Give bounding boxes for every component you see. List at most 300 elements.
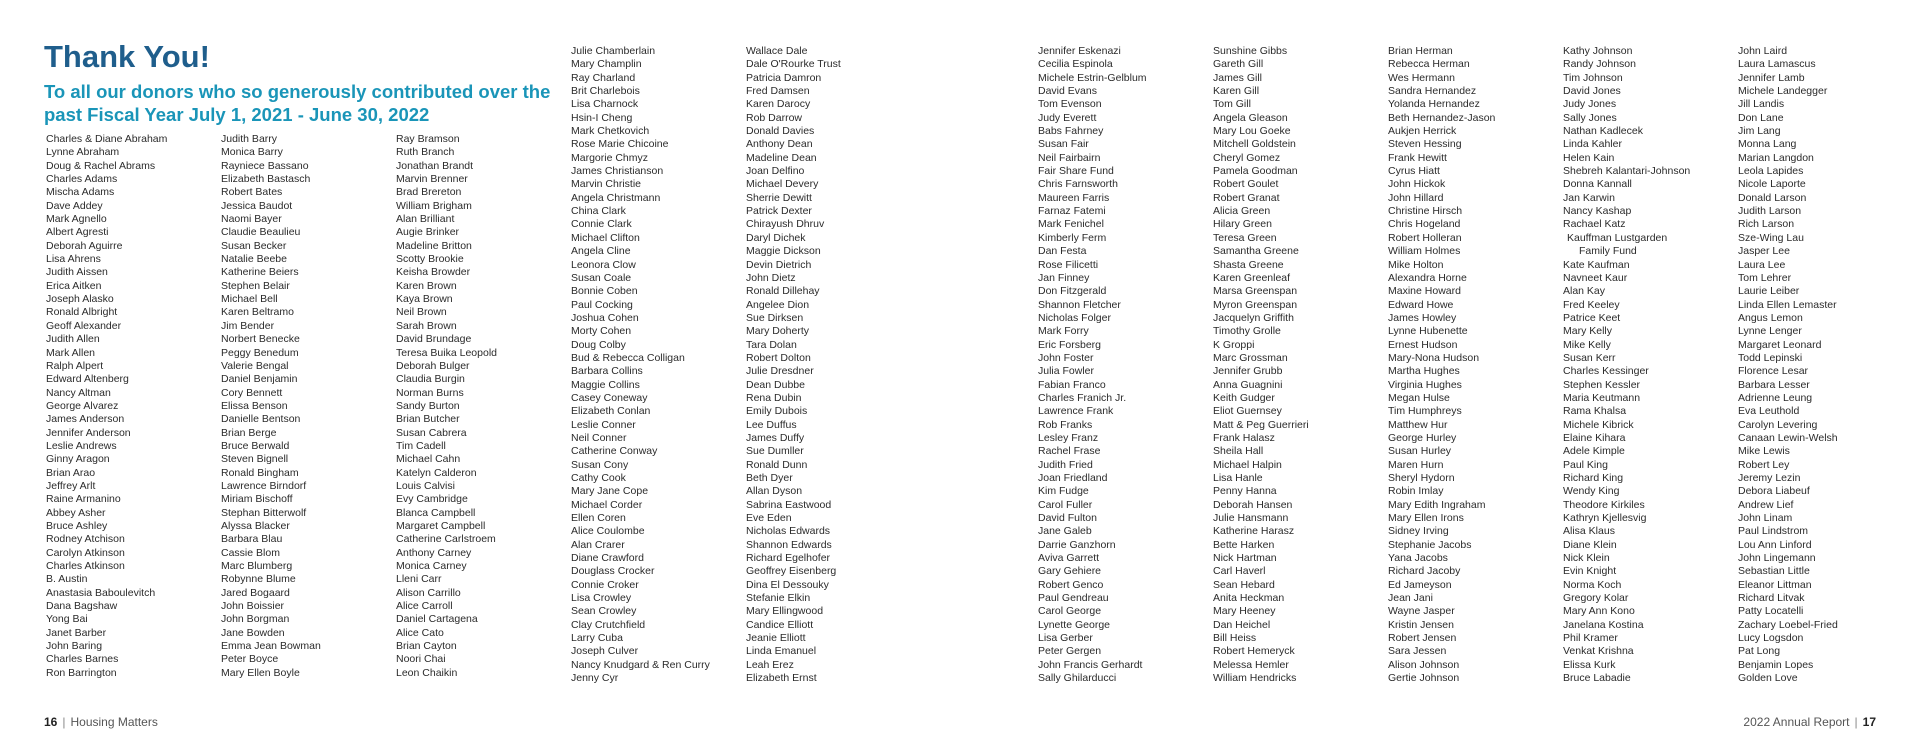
donor-column-3 [396,133,497,680]
donor-name: Mary-Nona Hudson [1388,351,1480,364]
donor-name: Zachary Loebel-Fried [1738,618,1838,631]
donor-name: Kathy Johnson [1563,45,1633,57]
donor-name: Marsa Greenspan [1213,285,1298,298]
footer-report: 2022 Annual Report [1743,715,1850,729]
donor-name: Sandy Burton [396,399,460,412]
donor-name: Matt & Peg Guerrieri [1213,418,1309,431]
donor-name: Bruce Labadie [1563,672,1631,685]
donor-name: Ronald Bingham [221,466,299,479]
donor-name: Blanca Campbell [396,506,476,519]
donor-name: George Alvarez [46,399,119,412]
donor-name: Lucy Logsdon [1738,632,1804,645]
donor-name: Alexandra Horne [1388,271,1467,284]
donor-name: Jan Karwin [1563,191,1615,204]
donor-name: Carolyn Levering [1738,418,1818,431]
donor-name: Anthony Carney [396,546,472,559]
donor-name: Julia Fowler [1038,365,1095,378]
donor-name: Babs Fahrney [1038,125,1104,138]
donor-name: Shasta Greene [1213,258,1284,271]
donor-name: Christine Hirsch [1388,205,1463,218]
donor-name: Brian Arao [46,466,96,479]
donor-name: Nathan Kadlecek [1563,125,1643,138]
donor-name: Robert Ley [1738,458,1790,471]
donor-name: Devin Dietrich [746,258,812,271]
donor-name: Lesley Franz [1038,431,1099,444]
donor-name: Jeremy Lezin [1738,472,1801,484]
donor-name: Maureen Farris [1038,191,1110,204]
donor-name: Jane Galeb [1038,525,1092,538]
donor-name: Darrie Ganzhorn [1038,538,1116,551]
donor-name: Susan Kerr [1563,351,1616,364]
donor-name: Eric Forsberg [1038,338,1102,351]
donor-name: Myron Greenspan [1213,298,1298,311]
footer-separator: | [1854,715,1858,729]
donor-name: Evin Knight [1563,565,1617,578]
donor-name: Michele Landegger [1738,85,1828,98]
donor-name: Doug & Rachel Abrams [46,159,156,172]
donor-name: Jeanie Elliott [746,632,806,645]
donor-name: John Baring [46,640,103,653]
donor-name: Robin Imlay [1388,485,1444,498]
donor-name: Hsin-I Cheng [571,111,633,124]
donor-name: Sarah Brown [396,319,457,332]
donor-name: David Fulton [1038,512,1097,525]
donor-name: Peter Gergen [1038,645,1102,658]
donor-name: Marc Grossman [1213,351,1288,364]
donor-name: Charles Atkinson [46,560,125,572]
donor-name: Nick Klein [1563,552,1610,565]
donor-name: John Borgman [221,613,290,626]
donor-name: Benjamin Lopes [1738,658,1814,671]
donor-name: Brit Charlebois [571,85,640,98]
donor-name: Bonnie Coben [571,285,638,298]
donor-name: Janet Barber [46,626,107,639]
donor-name: Norbert Benecke [221,333,300,346]
donor-name: Michael Halpin [1213,458,1282,471]
donor-name: Mike Holton [1388,258,1444,271]
donor-name: Richard Litvak [1738,592,1805,605]
donor-name: Jessica Baudot [221,199,293,212]
donor-name: Paul Cocking [571,298,633,311]
page-subtitle: To all our donors who so generously contributed over the past Fiscal Year July 1, 2021 - June 30, 2022 [44,81,551,125]
donor-name: Daniel Benjamin [221,373,298,386]
donor-name: Norma Koch [1563,578,1622,591]
donor-name: Gregory Kolar [1563,592,1629,605]
donor-name: Rose Marie Chicoine [571,138,669,151]
donor-name: Katherine Beiers [221,266,299,279]
donor-name: Kristin Jensen [1388,618,1454,631]
donor-name: Donald Larson [1738,191,1807,204]
donor-name: Keisha Browder [396,266,471,279]
donor-name: Leslie Conner [571,418,636,431]
donor-name: Mitchell Goldstein [1213,138,1296,151]
donor-name: Tom Gill [1213,98,1251,111]
donor-name: John Hickok [1388,178,1446,191]
donor-name: Julie Chamberlain [571,45,656,57]
donor-name: Shebreh Kalantari-Johnson [1563,165,1691,178]
donor-name: Dan Festa [1038,245,1087,258]
donor-name: Tara Dolan [746,338,797,351]
donor-name: Naomi Bayer [221,213,282,226]
donor-name: Phil Kramer [1563,632,1618,645]
donor-name: James Anderson [46,413,125,426]
donor-name: Judith Fried [1038,458,1093,471]
donor-name: Charles Barnes [46,653,119,666]
donor-name: Jennifer Eskenazi [1038,45,1121,57]
donor-column-8 [1388,45,1495,686]
donor-name: Sunshine Gibbs [1213,45,1288,57]
donor-name: Richard Egelhofer [746,552,831,565]
donor-name: Ralph Alpert [46,359,104,372]
donor-name: John Laird [1738,45,1788,57]
donor-name: Aukjen Herrick [1388,125,1457,138]
donor-name: Margorie Chmyz [571,151,649,164]
donor-name: Stefanie Elkin [746,592,811,605]
donor-name: Tim Humphreys [1388,405,1462,418]
donor-name: Kim Fudge [1038,485,1089,498]
donor-name: Sidney Irving [1388,525,1449,538]
donor-name: Emily Dubois [746,405,808,418]
donor-name: Patrice Keet [1563,311,1621,324]
donor-name: Carolyn Atkinson [46,546,125,559]
donor-name: Nicole Laporte [1738,178,1806,191]
donor-name: Jim Lang [1738,125,1781,138]
donor-name: Teresa Green [1213,231,1277,244]
donor-name: Yana Jacobs [1388,552,1448,565]
donor-name: Anna Guagnini [1213,378,1283,391]
donor-name: Ronald Dillehay [746,285,820,298]
donor-name: Andrew Lief [1738,498,1794,511]
donor-name: Elaine Kihara [1563,431,1626,444]
donor-name: Mary Jane Cope [571,485,649,498]
donor-name: Diane Crawford [571,552,644,565]
donor-name: Wayne Jasper [1388,605,1455,618]
donor-name: Ed Jameyson [1388,578,1452,591]
donor-name: Angelee Dion [746,298,810,311]
donor-name: Geoff Alexander [46,319,122,332]
donor-name: Florence Lesar [1738,365,1809,378]
donor-name: Elizabeth Ernst [746,672,817,685]
donor-name: Anita Heckman [1213,592,1285,605]
donor-name: Michael Corder [571,498,643,511]
donor-name: Judy Jones [1563,98,1617,111]
donor-name: Wendy King [1563,485,1620,498]
donor-name: Charles & Diane Abraham [46,133,168,145]
donor-name: Brian Cayton [396,640,457,653]
right-page [960,0,1920,742]
donor-name: Nancy Altman [46,386,111,399]
donor-name: Eleanor Littman [1738,578,1812,591]
donor-name: Michele Estrin-Gelblum [1038,71,1147,84]
donor-name: Robert Hemeryck [1213,645,1295,658]
donor-name: Joseph Culver [571,645,639,658]
donor-name: Kimberly Ferm [1038,231,1107,244]
donor-name: Jenny Cyr [571,672,619,685]
donor-name: Cathy Cook [571,472,626,484]
donor-name: Megan Hulse [1388,391,1450,404]
donor-name: Angela Christmann [571,191,661,204]
donor-name: Lee Duffus [746,418,797,431]
donor-name: Dean Dubbe [746,378,805,391]
donor-name: Navneet Kaur [1563,271,1628,284]
donor-name: John Foster [1038,351,1094,364]
donor-name: Richard Jacoby [1388,565,1461,578]
donor-name: Leola Lapides [1738,165,1804,178]
donor-name: Charles Kessinger [1563,365,1649,378]
donor-name: Gertie Johnson [1388,672,1460,685]
donor-name: Fred Damsen [746,85,810,98]
donor-name: Farnaz Fatemi [1038,205,1106,218]
donor-name: Augie Brinker [396,226,460,239]
donor-name: Patrick Dexter [746,205,812,218]
donor-name: Pamela Goodman [1213,165,1298,178]
donor-column-1 [46,133,167,680]
donor-name: Chris Farnsworth [1038,178,1118,191]
donor-name: Karen Darocy [746,98,811,111]
donor-name: Candice Elliott [746,618,814,631]
donor-name: Fred Keeley [1563,298,1620,311]
donor-name: Martha Hughes [1388,365,1460,378]
donor-name: Judith Larson [1738,205,1802,218]
donor-name: David Evans [1038,85,1097,98]
donor-name: Catherine Conway [571,445,658,458]
donor-name: Linda Ellen Lemaster [1738,298,1837,311]
donor-name: Karen Greenleaf [1213,271,1291,284]
donor-name: Gary Gehiere [1038,565,1102,578]
donor-name: Margaret Campbell [396,519,486,532]
donor-name: Susan Becker [221,239,287,252]
donor-name: Mike Kelly [1563,338,1611,351]
donor-name: Monna Lang [1738,138,1797,151]
donor-name: Randy Johnson [1563,58,1636,71]
donor-name: China Clark [571,205,626,218]
donor-name: Nancy Kashap [1563,205,1632,218]
donor-name: Edward Altenberg [46,373,129,386]
donor-name: Canaan Lewin-Welsh [1738,431,1838,444]
donor-name: Catherine Carlstroem [396,533,496,546]
donor-name: Neil Brown [396,306,447,319]
donor-name: Jared Bogaard [221,586,290,599]
donor-name: Barbara Collins [571,365,643,378]
donor-name: Rob Franks [1038,418,1093,431]
donor-name: Bud & Rebecca Colligan [571,351,685,364]
donor-name: Melessa Hemler [1213,658,1289,671]
donor-name: Lisa Gerber [1038,632,1093,645]
donor-name: Linda Kahler [1563,138,1622,151]
donor-name: Robert Dolton [746,351,811,364]
donor-name: Rama Khalsa [1563,405,1627,418]
donor-name: Debora Liabeuf [1738,485,1810,498]
donor-name: Michael Cahn [396,453,461,466]
donor-name: Sean Hebard [1213,578,1275,591]
donor-name: Rena Dubin [746,391,802,404]
donor-name: Alicia Green [1213,205,1271,218]
donor-name: Lynne Abraham [46,146,120,159]
donor-name: Joseph Alasko [46,293,114,306]
donor-name: Ernest Hudson [1388,338,1458,351]
footer-right [1743,714,1876,730]
donor-name: Laura Lee [1738,258,1786,271]
donor-name: Rob Darrow [746,111,803,124]
donor-name: Carol George [1038,605,1102,618]
donor-name: Leslie Andrews [46,439,117,452]
donor-name: Alice Cato [396,626,444,639]
donor-name: Ray Charland [571,71,636,84]
donor-name: Mary Champlin [571,58,642,71]
donor-name: Laurie Leiber [1738,285,1800,298]
donor-name: Cyrus Hiatt [1388,165,1440,178]
donor-name: Lisa Ahrens [46,253,101,266]
donor-name: Sally Ghilarducci [1038,672,1117,685]
donor-name: Stephen Kessler [1563,378,1641,391]
donor-name: Don Lane [1738,111,1784,124]
donor-name: Steven Bignell [221,453,289,466]
donor-name: Patricia Damron [746,71,822,84]
donor-name: Sabrina Eastwood [746,498,832,511]
donor-name: Susan Hurley [1388,445,1452,458]
donor-name: Jacquelyn Griffith [1213,311,1294,324]
donor-name: Larry Cuba [571,632,623,645]
donor-name: Connie Clark [571,218,632,231]
donor-name: Paul Lindstrom [1738,525,1809,538]
donor-column-10 [1738,45,1838,686]
donor-name: Angela Gleason [1213,111,1288,124]
donor-name: Dale O'Rourke Trust [746,58,841,71]
donor-name: Bette Harken [1213,538,1275,551]
donor-name: Family Fund [1579,245,1637,258]
donor-name: Susan Fair [1038,138,1089,151]
donor-name: Cecilia Espinola [1038,58,1113,71]
donor-name: Susan Cabrera [396,426,467,439]
donor-name: Robert Genco [1038,578,1104,591]
donor-name: Sheila Hall [1213,445,1264,458]
donor-name: Mary Ellen Irons [1388,512,1464,525]
footer-separator: | [62,715,66,729]
donor-name: Laura Lamascus [1738,58,1816,71]
donor-name: Nick Hartman [1213,552,1277,565]
donor-name: Beth Hernandez-Jason [1388,111,1496,124]
donor-name: Ruth Branch [396,146,455,159]
donor-name: Alan Brilliant [396,213,455,226]
donor-name: James Duffy [746,431,805,444]
donor-name: Diane Klein [1563,538,1617,551]
donor-name: Lisa Hanle [1213,472,1263,484]
donor-name: Susan Cony [571,458,629,471]
donor-name: Linda Emanuel [746,645,817,658]
donor-name: Mary Doherty [746,325,810,338]
donor-name: Marvin Christie [571,178,642,191]
donor-name: Penny Hanna [1213,485,1277,498]
donor-name: Sue Dirksen [746,311,804,324]
donor-name: Sandra Hernandez [1388,85,1477,98]
donor-name: Monica Carney [396,560,467,572]
donor-name: Sze-Wing Lau [1738,231,1804,244]
donor-name: Michele Kibrick [1563,418,1634,431]
donor-name: B. Austin [46,573,88,586]
footer-section: Housing Matters [70,715,158,729]
donor-name: James Howley [1388,311,1457,324]
donor-name: Sebastian Little [1738,565,1810,578]
donor-name: Mark Forry [1038,325,1089,338]
donor-name: Frank Hewitt [1388,151,1447,164]
donor-name: Mike Lewis [1738,445,1790,458]
donor-name: Clay Crutchfield [571,618,646,631]
donor-name: Norman Burns [396,386,464,399]
donor-column-2 [221,133,321,680]
donor-name: Brian Butcher [396,413,460,426]
donor-name: Gareth Gill [1213,58,1264,71]
donor-name: Eliot Guernsey [1213,405,1282,418]
donor-name: Rose Filicetti [1038,258,1099,271]
donor-name: Lynette George [1038,618,1110,631]
donor-name: Lou Ann Linford [1738,538,1812,551]
donor-name: Katherine Harasz [1213,525,1295,538]
donor-name: Stephen Belair [221,279,290,292]
donor-name: Wallace Dale [746,45,808,57]
donor-name: Angela Cline [571,245,631,258]
donor-name: Joan Friedland [1038,472,1108,484]
donor-name: Don Fitzgerald [1038,285,1107,298]
donor-name: Robert Goulet [1213,178,1279,191]
donor-name: Yong Bai [46,613,88,626]
donor-name: Michael Clifton [571,231,640,244]
donor-name: Douglass Crocker [571,565,655,578]
donor-name: George Hurley [1388,431,1457,444]
donor-name: Dana Bagshaw [46,600,118,613]
donor-name: Mark Allen [46,346,96,359]
donor-name: Sean Crowley [571,605,637,618]
donor-name: Joshua Cohen [571,311,639,324]
page-number: 17 [1862,715,1876,729]
donor-name: William Hendricks [1213,672,1297,685]
donor-name: Brian Berge [221,426,277,439]
donor-name: Matthew Hur [1388,418,1448,431]
donor-name: Marc Blumberg [221,560,293,572]
donor-name: Cassie Blom [221,546,280,559]
donor-name: Sheryl Hydorn [1388,472,1455,484]
donor-name: James Christianson [571,165,664,178]
donor-name: Daniel Cartagena [396,613,478,626]
donor-column-5 [746,45,841,686]
donor-name: Theodore Kirkiles [1563,498,1645,511]
donor-name: Alice Carroll [396,600,453,613]
donor-name: Nancy Knudgard & Ren Curry [571,658,710,671]
donor-name: Lawrence Birndorf [221,479,307,492]
donor-name: James Gill [1213,71,1263,84]
donor-name: David Brundage [396,333,472,346]
donor-name: Mary Edith Ingraham [1388,498,1486,511]
donor-name: Angus Lemon [1738,311,1803,324]
donor-name: Shannon Fletcher [1038,298,1121,311]
donor-column-7 [1213,45,1309,686]
donor-name: Shannon Edwards [746,538,832,551]
donor-name: John Boissier [221,600,285,613]
donor-name: Michael Bell [221,293,278,306]
donor-name: Morty Cohen [571,325,632,338]
donor-name: Sally Jones [1563,111,1617,124]
donor-name: Robert Granat [1213,191,1280,204]
donor-name: Jennifer Lamb [1738,71,1805,84]
donor-name: Rebecca Herman [1388,58,1470,71]
donor-name: Raine Armanino [46,493,121,506]
donor-name: Anthony Dean [746,138,813,151]
donor-name: Karen Brown [396,279,457,292]
donor-name: Tom Lehrer [1738,271,1792,284]
donor-name: Robert Holleran [1388,231,1462,244]
donor-name: Jennifer Grubb [1213,365,1283,378]
donor-name: Judy Everett [1038,111,1097,124]
donor-name: Bill Heiss [1213,632,1257,645]
